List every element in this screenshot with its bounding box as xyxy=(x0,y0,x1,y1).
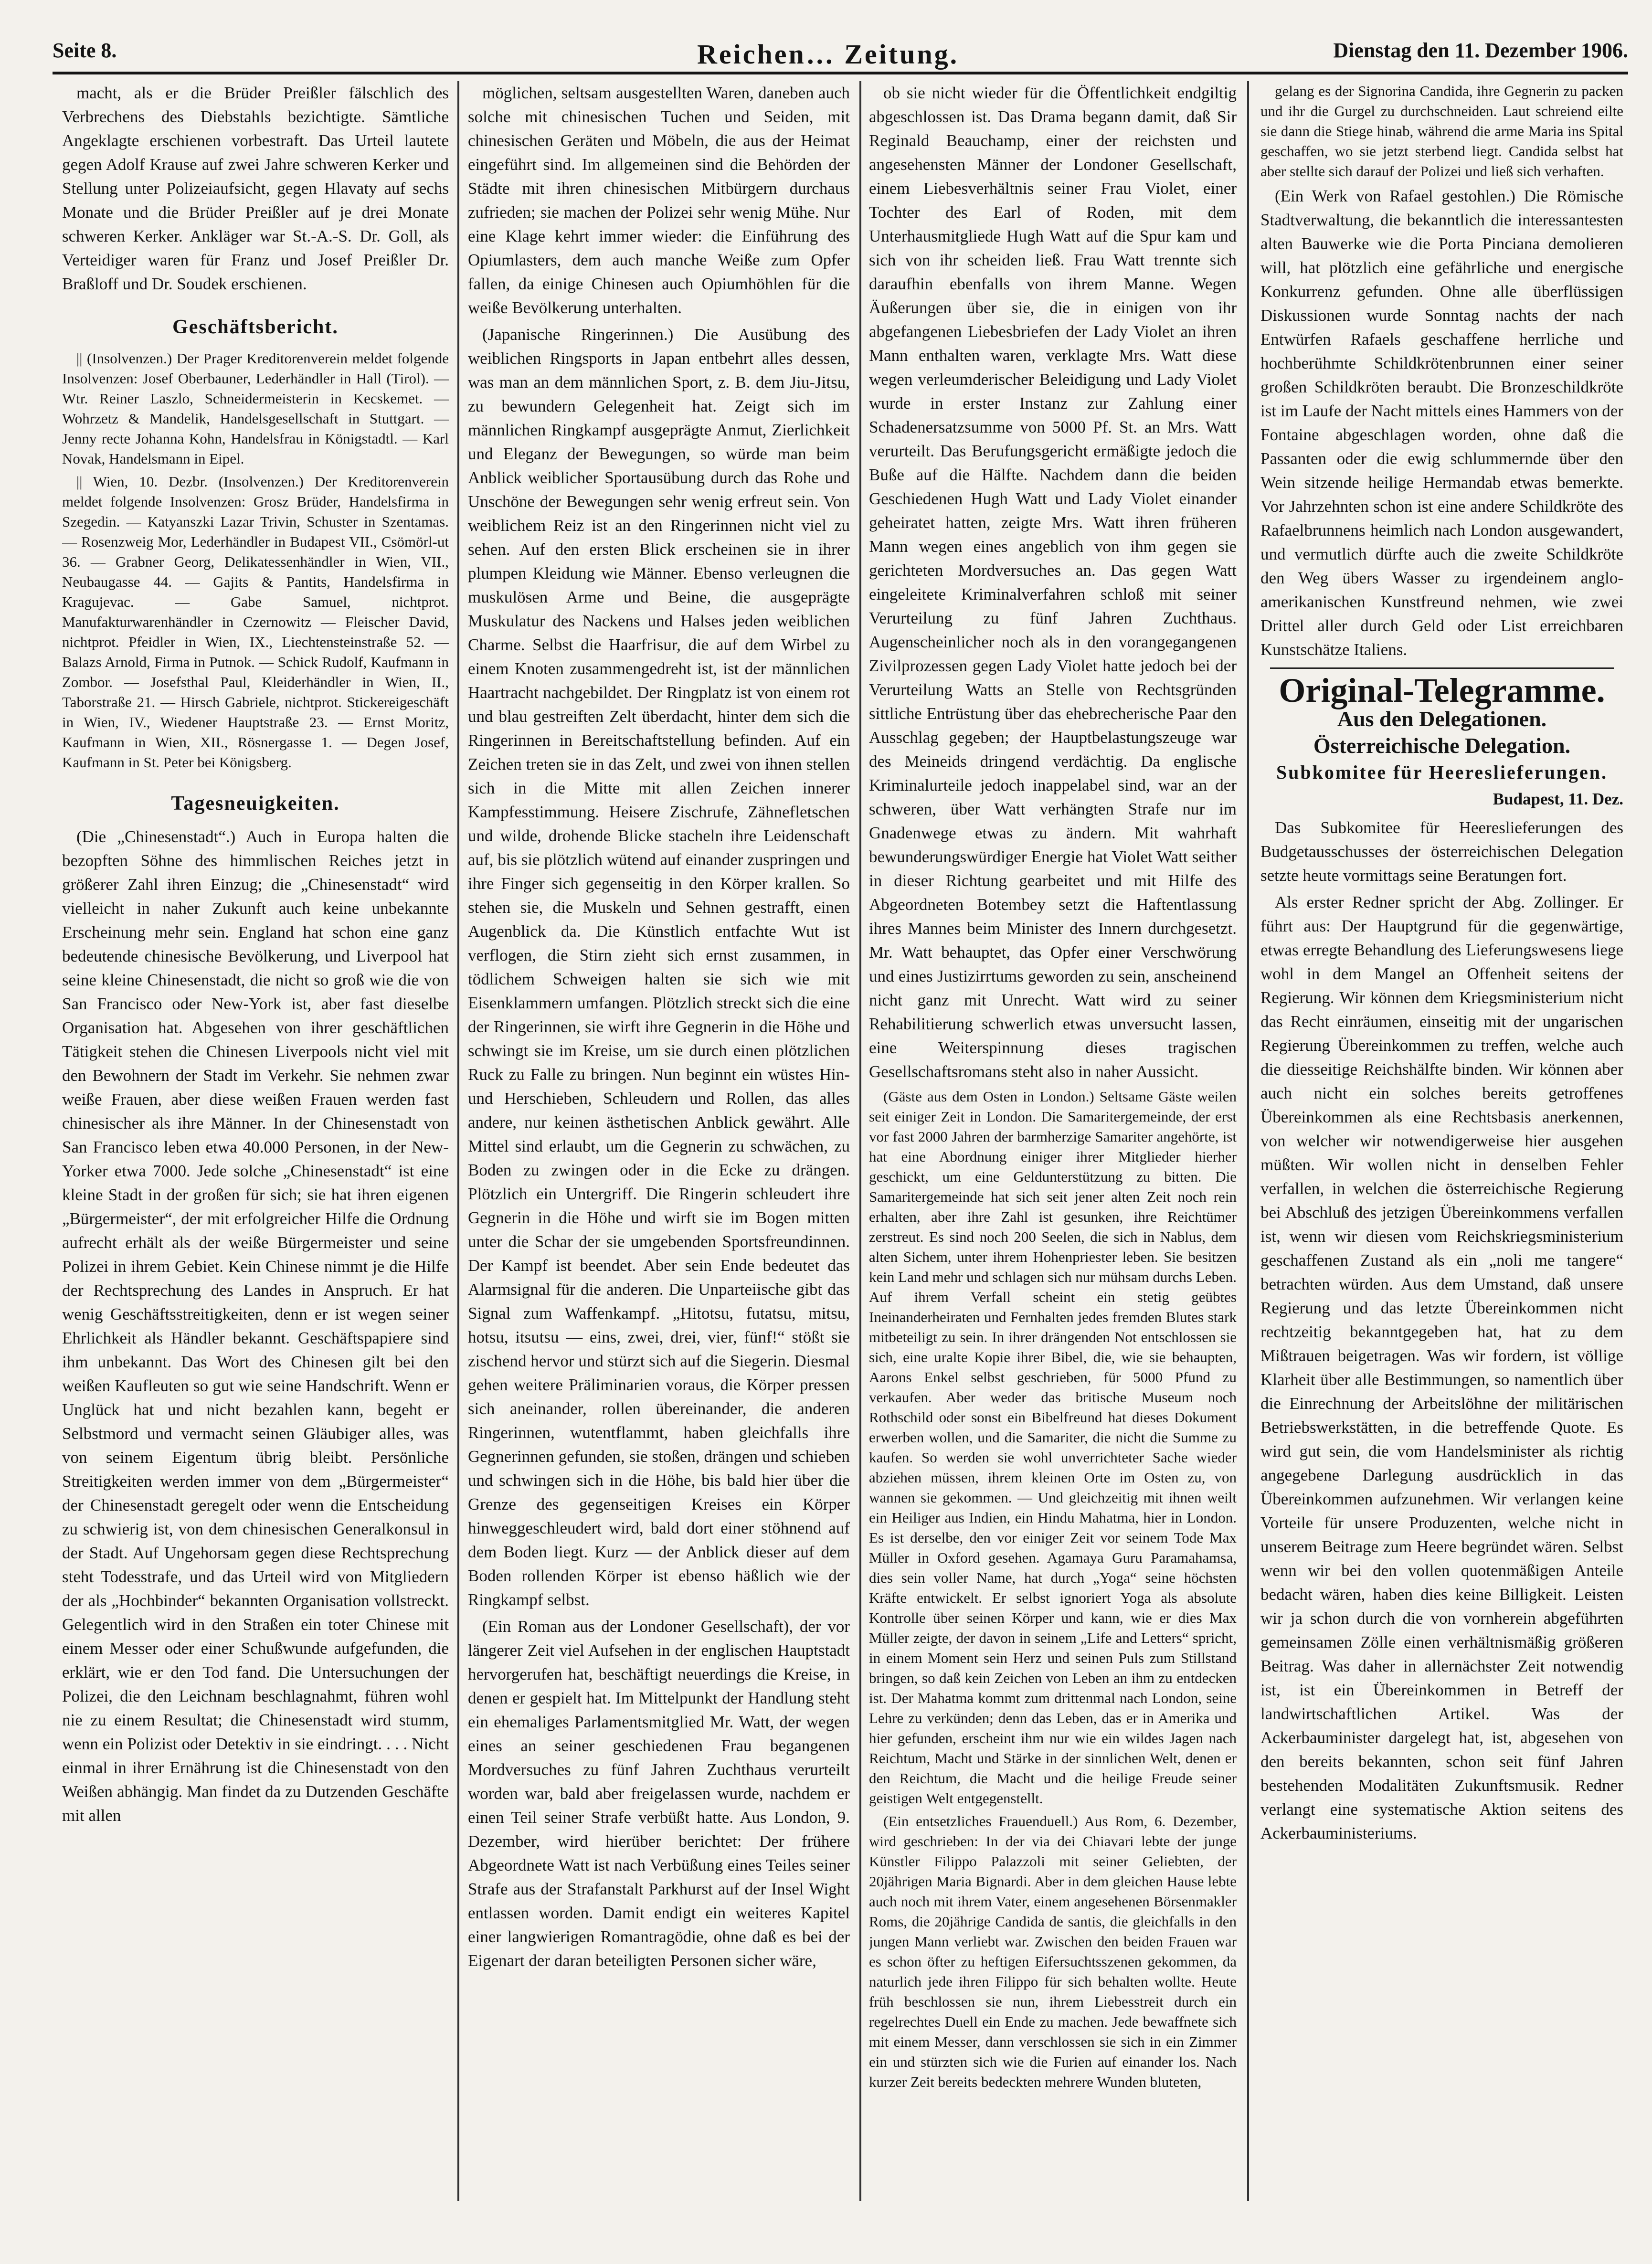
article-duel-end: gelang es der Signorina Candida, ihre Gegnerin zu packen und ihr die Gurgel zu durchschneiden. Laut schreiend eilte sie dann die Stiege hinab, während die arme Maria ins Spital geschaffen, wo sie jetzt sterbend liegt. Candida selbst hat aber stellte sich darauf der Polizei und ließ sich verhaften. xyxy=(1260,83,1623,180)
section-heading-news: Tagesneuigkeiten. xyxy=(171,793,340,815)
issue-date: Dienstag den 11. Dezember 1906. xyxy=(1333,39,1628,62)
column-3 xyxy=(869,81,1237,2230)
insolvency-vienna: || Wien, 10. Dezbr. (Insolvenzen.) Der Kreditorenverein meldet folgende Insolvenzen: Grosz Brüder, Handelsfirma in Szegedin. — Katyanszki Lazar Trivin, Schuster in Szentamas. — Rosenzweig Mor, Lederhändler in Budapest VII., Csömörl-ut 36. — Grabner Georg, Delikatessenhändler in Wien, VII., Neubaugasse 44. — Gajits & Pantits, Handelsfirma in Kragujevac. — Gabe Samuel, nichtprot. Manufakturwarenhändler in Czernowitz — Fleischer David, nichtprot. Pfeidler in Wien, IX., Liechtensteinstraße 52. — Balazs Arnold, Firma in Putnok. — Schick Rudolf, Kaufmann in Zombor. — Josefsthal Paul, Kleiderhändler in Wien, II., Taborstraße 21. — Hirsch Gabriele, nichtprot. Stickereigeschäft in Wien, IV., Wiedener Hauptstraße 23. — Ernst Moritz, Kaufmann in Wien, XII., Rösnergasse 1. — Degen Josef, Kaufmann in St. Peter bei Königsberg. xyxy=(62,473,449,771)
column-4 xyxy=(1260,81,1623,2230)
section-separator xyxy=(1270,667,1614,669)
speech-zollinger: Als erster Redner spricht der Abg. Zollinger. Er führt aus: Der Hauptgrund für die gegenwärtige, etwas erregte Behandlung des Lieferungswesens liege wohl in dem Mangel an Offenheit seitens der Regierung. Wir können dem Kriegsministerium nicht das Recht einräumen, einseitig mit der ungarischen Regierung Übereinkommen zu treffen, welche auch die diesseitige Reichshälfte binden. Wir können aber auch nicht ein solches bereits getroffenes Übereinkommen als eine Rechtsbasis anerkennen, von welcher wir notwendigerweise hier ausgehen müßten. Wir wollen nicht in denselben Fehler verfallen, in welchen die österreichische Regierung bei Abschluß des jetzigen Übereinkommens verfallen ist, wenn wir diesen vom Reichskriegsministerium geschaffenen Zustand als ein „noli me tangere“ betrachten würden. Aus dem Umstand, daß unsere Regierung und das letzte Übereinkommen nicht rechtzeitig bekanntgegeben hat, hat zu dem Mißtrauen beigetragen. Was wir fordern, ist völlige Klarheit über alle Bestimmungen, so namentlich über die Einrechnung der Arbeitslöhne der militärischen Betriebswerkstätten, in die betreffende Quote. Es wird gut sein, die vom Handelsminister als richtig angegebene Darlegung ausdrücklich in das Übereinkommen aufzunehmen. Wir verlangen keine Vorteile für unsere Produzenten, welche nicht in unserem Beitrage zum Heere begründet wären. Selbst wenn wir bei den vollen quotenmäßigen Anteile bedacht wären, haben dies keine Billigkeit. Leisten wir ja schon durch die von vornherein abgeführten gemeinsamen Zölle einen verhältnismäßig größeren Beitrag. Was daher in allernächster Zeit notwendig ist, ist ein Übereinkommen in Betreff der landwirtschaftlichen Artikel. Was der Ackerbauminister dargelegt hat, ist, abgesehen von den bereits bekannten, schon seit fünf Jahren bestehenden Modalitäten Zukunftsmusik. Redner verlangt eine systematische Aktion seitens des Ackerbauministeriums. xyxy=(1260,893,1623,1842)
article-guests-from-east: (Gäste aus dem Osten in London.) Seltsame Gäste weilen seit einiger Zeit in London. Die Samaritergemeinde, der erst vor fast 2000 Jahren der barmherzige Samariter angehörte, ist hat eine Abordnung einiger ihrer Mitglieder hierher geschickt, um eine Geldunterstützung zu bitten. Die Samaritergemeinde hat sich seit jener alten Zeit noch rein erhalten, aber ihre Zahl ist gesunken, ihre Reichtümer zerstreut. Es sind noch 200 Seelen, die sich in Nablus, dem alten Sichem, unter ihrem Hohenpriester leben. Sie besitzen kein Land mehr und schlagen sich nur mühsam durchs Leben. Auf ihrem Verfall scheint ein stetig geübtes Ineinanderheiraten und Fernhalten jedes fremden Blutes stark mitbeteiligt zu sein. In ihrer drängenden Not entschlossen sie sich, eine uralte Kopie ihrer Bibel, die, wie sie behaupten, Aarons Enkel selbst geschrieben, für 5000 Pfund zu verkaufen. Aber weder das britische Museum noch Rothschild oder sonst ein Bibelfreund hat dieses Dokument erwerben wollen, und die Samariter, die nicht die Summe zu kaufen. So werden sie wohl unverrichteter Sache wieder abziehen müssen, ihrem kleinen Orte im Osten zu, von wannen sie gekommen. — Und gleichzeitig mit ihnen weilt ein Heiliger aus Indien, ein Hindu Mahatma, hier in London. Es ist derselbe, den vor einiger Zeit vor seinem Tode Max Müller in Oxford gesehen. Agamaya Guru Paramahamsa, dies sein voller Name, hat durch „Yoga“ seine höchsten Kräfte entwickelt. Er selbst ignoriert Yoga als absolute Kontrolle über seinen Körper und kann, wie er dies Max Müller zeigte, der davon in seinem „Life and Letters“ spricht, in einem Moment sein Herz und seinen Puls zum Stillstand bringen, so daß kein Zeichen von Leben an ihm zu entdecken ist. Der Mahatma kommt zum drittenmal nach London, seine Lehre zu verkünden; denn das Leben, das er in Amerika und hier gefunden, erscheint ihm nur wie ein wildes Jagen nach Reichtum, Macht und Stärke in der sinnlichen Welt, denen er den Reichtum, die Macht und die heilige Freude seiner geistigen Welt entgegenstellt. xyxy=(869,1088,1237,1807)
insolvency-prague: || (Insolvenzen.) Der Prager Kreditorenverein meldet folgende Insolvenzen: Josef Oberbauner, Lederhändler in Hall (Tirol). — Wtr. Reiner Laszlo, Schneidermeisterin in Kecskemet. — Wohrzetz & Mandelik, Handelsgesellschaft in Stuttgart. — Jenny recte Johanna Kohn, Handelsfrau in Königstadtl. — Karl Novak, Handelsmann in Eipel. xyxy=(62,350,449,467)
subcommittee-heading: Subkomitee für Heereslieferungen. xyxy=(1276,762,1608,783)
column-divider xyxy=(859,81,861,2201)
article-duel: (Ein entsetzliches Frauenduell.) Aus Rom, 6. Dezember, wird geschrieben: In der via dei Chiavari lebte der junge Künstler Filippo Palazzoli mit seiner Geliebten, der 20jährigen Maria Bignardi. Aber in dem gleichen Hause lebte auch noch mit ihrem Vater, einem angesehenen Börsenmakler Roms, die 20jährige Candida de santis, die gleichfalls in den jungen Mann verliebt war. Zwischen den beiden Frauen war es schon öfter zu heftigen Eifersuchtsszenen gekommen, da naturlich jede ihren Filippo für sich behalten wollte. Heute früh beschlossen sie nun, ihrem Liebesstreit durch ein regelrechtes Duell ein Ende zu machen. Jede bewaffnete sich mit einem Messer, dann verschlossen sie sich in ein Zimmer ein und stürzten sich wie die Furien auf einander los. Nach kurzer Zeit bereits bedeckten mehrere Wunden bluteten, xyxy=(869,1813,1237,2090)
column-divider xyxy=(1247,81,1249,2201)
article-japanese-wrestlers: (Japanische Ringerinnen.) Die Ausübung des weiblichen Ringsports in Japan entbehrt alles dessen, was man an dem männlichen Sport, z. B. dem Jiu-Jitsu, zu bewundern Gelegenheit hat. Zeigt sich im männlichen Ringkampf ausgeprägte Anmut, Zierlichkeit und Eleganz der Bewegungen, so würde man beim Anblick weiblicher Sportausübung durch das Rohe und Unschöne der Bewegungen sehr wenig erfreut sein. Von weiblichem Reiz ist an den Ringerinnen nicht viel zu sehen. Auf den ersten Blick erscheinen sie in ihrer plumpen Kleidung wie Männer. Ebenso verleugnen die muskulösen Arme und Beine, die ausgeprägte Muskulatur des Nackens und Halses jeden weiblichen Charme. Selbst die Haarfrisur, die auf dem Wirbel zu einem Knoten zusammengedreht ist, ist der männlichen Haartracht nachgebildet. Der Ringplatz ist von einem rot und blau gestreiften Zelt überdacht, hinter dem sich die Ringerinnen in Bereitschaftstellung befinden. Auf ein Zeichen treten sie in das Zelt, und zwei von ihnen stellen sich in die Mitte mit allen Zeichen innerer Kampfesstimmung. Heisere Zischrufe, Zähnefletschen und wilde, drohende Blicke stacheln ihre Leidenschaft auf, bis sie plötzlich wütend auf einander zuspringen und ihre Finger sich gegenseitig in den Körper krallen. So stehen sie, die Muskeln und Sehnen gestrafft, einen Augenblick da. Die Künstlich entfachte Wut ist verflogen, die Stirn zieht sich ernst zusammen, in tödlichem Schweigen halten sie sich wie mit Eisenklammern umfangen. Plötzlich streckt sich die eine der Ringerinnen, sie wirft ihre Gegnerin in die Höhe und schwingt sie im Kreise, um sie durch einen plötzlichen Ruck zu Falle zu bringen. Nun beginnt ein wüstes Hin- und Herschieben, Schleudern und Rollen, das alles andere, nur keinen ästhetischen Anblick gewährt. Alle Mittel sind erlaubt, um die Gegnerin zu schwächen, zu Boden zu zwingen oder in die Ecke zu drängen. Plötzlich ein Untergriff. Die Ringerin schleudert ihre Gegnerin in die Höhe und wirft sie im Bogen mitten unter die Schar der sie umgebenden Sportsfreundinnen. Der Kampf ist beendet. Aber sein Ende bedeutet das Alarmsignal für die anderen. Die Unparteiische gibt das Signal zum Waffenkampf. „Hitotsu, futatsu, mitsu, hotsu, itsutsu — eins, zwei, drei, vier, fünf!“ stößt sie zischend hervor und stürzt sich auf die Siegerin. Diesmal gehen weitere Präliminarien voraus, die Körper pressen sich aneinander, rollen übereinander, die anderen Ringerinnen, wutentflammt, haben gleichfalls ihre Gegnerinnen gefunden, sie stoßen, drängen und schieben und schwingen sich in die Höhe, bis bald hier über die Grenze des gegenseitigen Kreises ein Körper hinweggeschleudert wird, bald dort einer stöhnend auf dem Boden liegt. Kurz — der Anblick dieser auf dem Boden rollenden Körper ist ebenso häßlich wie der Ringkampf selbst. xyxy=(468,325,850,1609)
subcommittee-intro: Das Subkomitee für Heereslieferungen des Budgetausschusses der österreichischen Delegation setzte heute vormittags seine Beratungen fort. xyxy=(1260,818,1623,885)
article-london-novel: (Ein Roman aus der Londoner Gesellschaft), der vor längerer Zeit viel Aufsehen in der englischen Hauptstadt hervorgerufen hat, beschäftigt neuerdings die Kreise, in denen er gespielt hat. Im Mittelpunkt der Handlung steht ein ehemaliges Parlamentsmitglied Mr. Watt, der wegen eines an seiner geschiedenen Frau begangenen Mordversuches zu fünf Jahren Zuchthaus verurteilt worden war, bald aber freigelassen wurde, nachdem er einen Teil seiner Strafe verbüßt hatte. Aus London, 9. Dezember, wird hierüber berichtet: Der frühere Abgeordnete Watt ist nach Verbüßung eines Teiles seiner Strafe aus der Strafanstalt Parkhurst auf der Insel Wight entlassen worden. Damit endigt ein weiteres Kapitel einer langwierigen Romantragödie, ohne daß es bei der Eigenart der daran beteiligten Personen sicher wäre, xyxy=(468,1617,850,1970)
page-header xyxy=(53,38,1628,72)
page-number: Seite 8. xyxy=(53,39,117,62)
column-2 xyxy=(468,81,850,2230)
section-heading-business: Geschäftsbericht. xyxy=(172,316,339,338)
dateline: Budapest, 11. Dez. xyxy=(1493,790,1623,808)
article-chinatown: (Die „Chinesenstadt“.) Auch in Europa halten die bezopften Söhne des himmlischen Reiches jetzt in größerer Zahl ihren Einzug; die „Chinesenstadt“ wird vielleicht in naher Zukunft auch keine unbekannte Erscheinung mehr sein. England hat schon eine ganz bedeutende chinesische Bevölkerung, und Liverpool hat seine kleine Chinesenstadt, die nicht so groß wie die von San Francisco oder New-York ist, aber fast dieselbe Organisation hat. Abgesehen von ihrer geschäftlichen Tätigkeit stehen die Chinesen Liverpools nicht viel mit den Bewohnern der Stadt im Verkehr. Sie nehmen zwar weiße Frauen, aber diese weißen Frauen werden fast chinesischer als ihre Männer. In der Chinesenstadt von San Francisco leben etwa 40.000 Personen, in der New-Yorker etwa 7000. Jede solche „Chinesenstadt“ ist eine kleine Stadt in der großen für sich; sie hat ihren eigenen „Bürgermeister“, der mit erfolgreicher Hilfe die Ordnung aufrecht erhält als der weiße Bürgermeister und seine Polizei in ihrem Gebiet. Kein Chinese nimmt je die Hilfe der Rechtsprechung des Landes in Anspruch. Er hat wenig Geschäftsstreitigkeiten, denn er ist wegen seiner Ehrlichkeit als Händler bekannt. Geschäftspapiere sind ihm unbekannt. Das Wort des Chinesen gilt bei den weißen Kaufleuten so gut wie seine Handschrift. Wenn er Unglück hat und nicht bezahlen kann, begeht er Selbstmord und vermacht seinen Gläubiger alles, was von seinem Eigentum übrig bleibt. Persönliche Streitigkeiten werden immer von dem „Bürgermeister“ der Chinesenstadt geregelt oder wenn die Entscheidung zu schwierig ist, von dem chinesischen Generalkonsul in der Stadt. Auf Ungehorsam gegen diese Rechtsprechung steht Todesstrafe, und das Urteil wird von Mitgliedern der als „Hochbinder“ bekannten Organisation vollstreckt. Gelegentlich wird in den Straßen ein toter Chinese mit einem Messer oder einer Schußwunde aufgefunden, die erklärt, wie er den Tod fand. Die Untersuchungen der Polizei, die den Leichnam beschlagnahmt, führen wohl nie zu einem Resultat; die Chinesenstadt wird stumm, wenn ein Polizist oder Detektiv in sie eindringt. . . . Nicht einmal in ihrer Ernährung ist die Chinesenstadt von den Weißen abhängig. Man findet da zu Dutzenden Geschäfte mit allen xyxy=(62,827,449,1825)
column-1 xyxy=(62,81,449,2230)
masthead-title: Reichen… Zeitung. xyxy=(697,39,959,70)
delegations-heading: Aus den Delegationen. xyxy=(1337,707,1547,731)
column-divider xyxy=(457,81,459,2201)
telegrams-heading: Original-Telegramme. xyxy=(1279,671,1605,709)
article-london-novel-end: ob sie nicht wieder für die Öffentlichkeit endgiltig abgeschlossen ist. Das Drama begann damit, daß Sir Reginald Beauchamp, einer der reichsten und angesehensten Männer der Londoner Gesellschaft, einem Liebesverhältnis seiner Frau Violet, einer Tochter des Earl of Roden, mit dem Unterhausmitgliede Hugh Watt auf die Spur kam und sich von ihr scheiden ließ. Frau Watt trennte sich daraufhin ebenfalls von ihrem Manne. Wegen Äußerungen über sie, die in einigen von ihr abgefangenen Liebesbriefen der Lady Violet an ihren Mann enthalten waren, verklagte Mrs. Watt diese wegen verleumderischer Beleidigung und Lady Violet wurde in erster Instanz zur Zahlung einer Schadenersatzsumme von 5000 Pf. St. an Mrs. Watt verurteilt. Das Berufungsgericht ermäßigte jedoch die Buße auf die Hälfte. Nachdem dann die beiden Geschiedenen Hugh Watt und Lady Violet einander geheiratet hatten, zeigte Mrs. Watt ihren früheren Mann wegen eines angeblich von ihm gegen sie gerichteten Mordversuches an. Das gegen Watt eingeleitete Kriminalverfahren schloß mit seiner Verurteilung zu fünf Jahren Zuchthaus. Augenscheinlicher noch als in den vorangegangenen Zivilprozessen gegen Lady Violet hatte jedoch bei der Verurteilung Watts an Stelle von Rechtsgründen sittliche Entrüstung über das ehebrecherische Paar den Ausschlag gegeben; der Hauptbelastungszeuge war des Meineids dringend verdächtig. Da englische Kriminalurteile jedoch inappelabel sind, war an der schweren, über Watt verhängten Strafe nur im Gnadenwege etwas zu ändern. Mit wahrhaft bewunderungswürdiger Energie hat Violet Watt seither in dieser Richtung gearbeitet und mit Hilfe des Abgeordneten Botembey setzt die Haftentlassung ihres Mannes beim Minister des Innern durchgesetzt. Mr. Watt behauptet, das Opfer einer Verschwörung und eines Justizirrtums geworden zu sein, anscheinend nicht ganz mit Unrecht. Watt wird zu seiner Rehabilitierung schwerlich etwas unversucht lassen, eine Weiterspinnung dieses tragischen Gesellschaftsromans steht also in naher Aussicht. xyxy=(869,84,1237,1081)
court-report-end: macht, als er die Brüder Preißler fälschlich des Verbrechens des Diebstahls bezichtigte. Sämtliche Angeklagte erschienen vorbestraft. Das Urteil lautete gegen Adolf Krause auf zwei Jahre schweren Kerker und Stellung unter Polizeiaufsicht, gegen Hlavaty auf sechs Monate und die Brüder Preißler auf je drei Monate schweren Kerker. Ankläger war St.-A.-S. Dr. Goll, als Verteidiger waren für Franz und Josef Preißler Dr. Braßloff und Dr. Soudek erschienen. xyxy=(62,84,449,293)
austrian-delegation-heading: Österreichische Delegation. xyxy=(1313,733,1571,758)
article-chinatown-end: möglichen, seltsam ausgestellten Waren, daneben auch solche mit chinesischen Tuchen und Seiden, mit chinesischen Geräten und Möbeln, die aus der Heimat eingeführt sind. Im allgemeinen sind die Behörden der Städte mit ihren chinesischen Mitbürgern durchaus zufrieden; sie machen der Polizei sehr wenig Mühe. Nur eine Klage kehrt immer wieder: die Einführung des Opiumlasters, dem auch manche Weiße zum Opfer fallen, da einige Chinesen auch Opiumhöhlen für die weiße Bevölkerung unterhalten. xyxy=(468,84,850,317)
header-rule xyxy=(53,72,1628,74)
article-rafael: (Ein Werk von Rafael gestohlen.) Die Römische Stadtverwaltung, die bekanntlich die interessantesten alten Bauwerke wie die Porta Pinciana demolieren will, hat plötzlich eine gefährliche und energische Konkurrenz gefunden. Ohne alle überflüssigen Diskussionen wurde Sonntag nachts der nach Entwürfen Rafaels geschaffene herrliche und hochberühmte Schildkrötenbrunnen einer seiner großen Schildkröten beraubt. Die Bronzeschildkröte ist im Laufe der Nacht mittels eines Hammers von der Fontaine abgeschlagen worden, ohne daß die Passanten oder die ewig schlummernde über den Wein sitzende heilige Hermandab etwas bemerkte. Vor Jahrzehnten schon ist eine andere Schildkröte des Rafaelbrunnens heimlich nach London ausgewandert, und vermutlich dürfte auch die zweite Schildkröte den Weg übers Wasser zu irgendeinem anglo-amerikanischen Kunstfreund nehmen, wie zwei Drittel aller durch Geld oder List erreichbaren Kunstschätze Italiens. xyxy=(1260,187,1623,659)
